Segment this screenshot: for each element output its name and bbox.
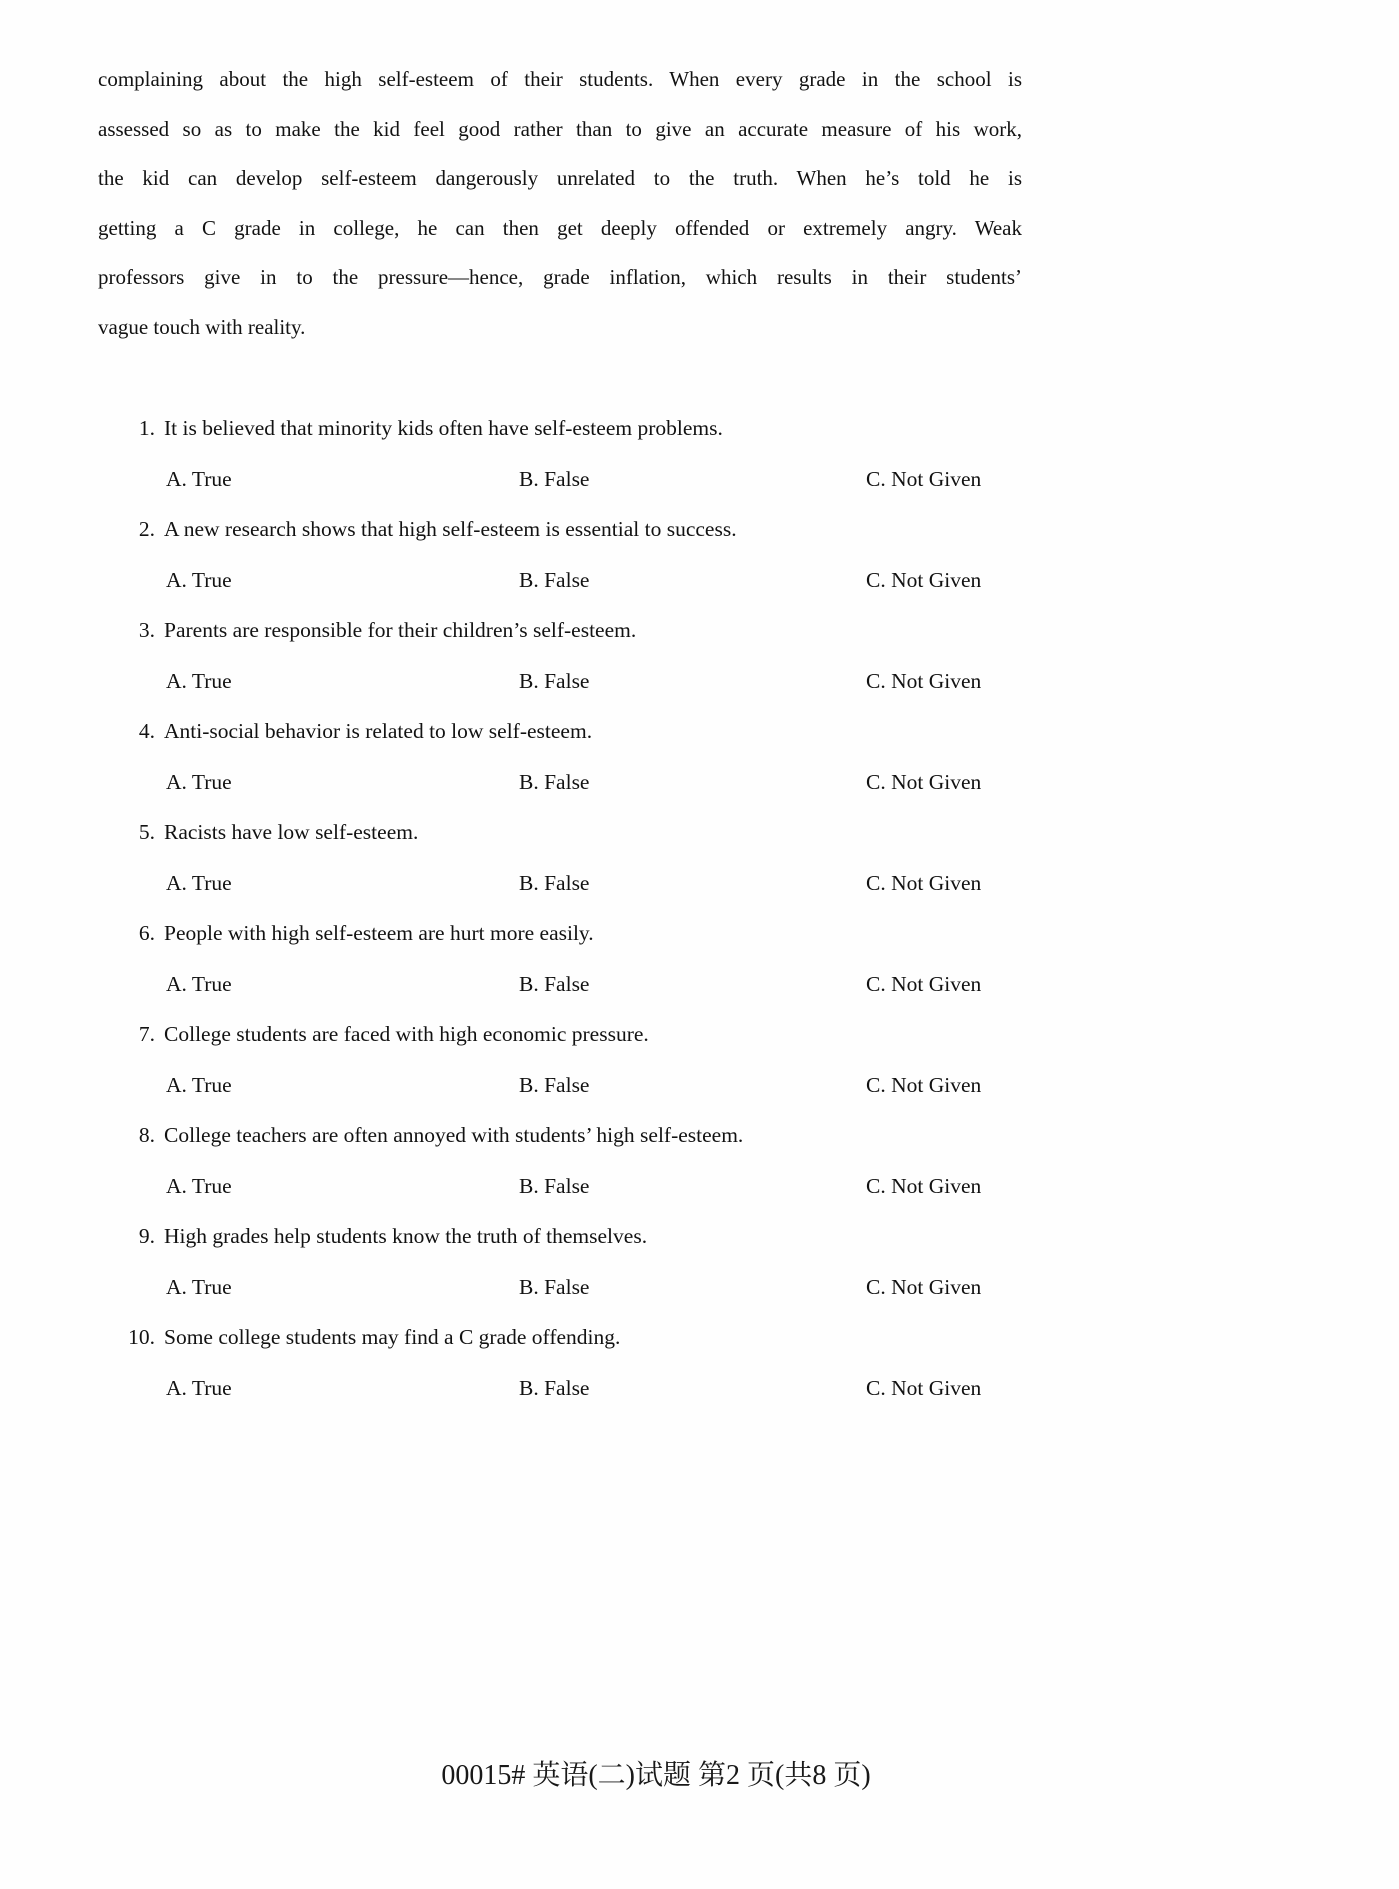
question-number: 10. xyxy=(128,1325,155,1349)
option-c: C. Not Given xyxy=(866,1173,982,1198)
question-number: 2. xyxy=(138,517,155,541)
question-10 xyxy=(98,1312,1030,1413)
question-8 xyxy=(98,1110,1030,1211)
option-b: B. False xyxy=(519,870,590,895)
question-text: College teachers are often annoyed with students’ high self-esteem. xyxy=(164,1123,744,1147)
question-9 xyxy=(98,1211,1030,1312)
passage-line: professors give in to the pressure—hence, grade inflation, which results in their students’ xyxy=(98,265,1022,289)
option-c: C. Not Given xyxy=(866,1375,982,1400)
option-a: A. True xyxy=(166,1072,232,1097)
question-text: Racists have low self-esteem. xyxy=(164,820,419,844)
page-footer: 00015# 英语(二)试题 第2 页(共8 页) xyxy=(441,1760,871,1791)
option-c: C. Not Given xyxy=(866,971,982,996)
option-b: B. False xyxy=(519,567,590,592)
question-6 xyxy=(98,908,1030,1009)
question-number: 4. xyxy=(138,719,155,743)
option-b: B. False xyxy=(519,1173,590,1198)
option-b: B. False xyxy=(519,1072,590,1097)
option-b: B. False xyxy=(519,668,590,693)
question-text: Parents are responsible for their children’s self-esteem. xyxy=(164,618,637,642)
option-b: B. False xyxy=(519,971,590,996)
question-text: People with high self-esteem are hurt more easily. xyxy=(164,921,594,945)
option-b: B. False xyxy=(519,466,590,491)
option-c: C. Not Given xyxy=(866,668,982,693)
question-number: 7. xyxy=(138,1022,155,1046)
option-c: C. Not Given xyxy=(866,769,982,794)
question-text: College students are faced with high economic pressure. xyxy=(164,1022,649,1046)
option-a: A. True xyxy=(166,1375,232,1400)
option-a: A. True xyxy=(166,567,232,592)
option-a: A. True xyxy=(166,1173,232,1198)
question-number: 1. xyxy=(138,416,155,440)
passage-line: assessed so as to make the kid feel good rather than to give an accurate measure of his work, xyxy=(98,116,1022,141)
passage-line: complaining about the high self-esteem of their students. When every grade in the school is xyxy=(98,67,1022,91)
option-a: A. True xyxy=(166,769,232,794)
passage-line: vague touch with reality. xyxy=(98,314,306,339)
passage-line: getting a C grade in college, he can then get deeply offended or extremely angry. Weak xyxy=(98,215,1022,240)
question-7 xyxy=(98,1009,1030,1110)
question-text: A new research shows that high self-esteem is essential to success. xyxy=(164,517,737,541)
question-4 xyxy=(98,706,1030,807)
question-5 xyxy=(98,807,1030,908)
option-b: B. False xyxy=(519,1274,590,1299)
option-a: A. True xyxy=(166,971,232,996)
question-list xyxy=(98,403,1030,1413)
question-2 xyxy=(98,504,1030,605)
option-a: A. True xyxy=(166,466,232,491)
option-a: A. True xyxy=(166,668,232,693)
option-c: C. Not Given xyxy=(866,466,982,491)
option-c: C. Not Given xyxy=(866,567,982,592)
option-a: A. True xyxy=(166,870,232,895)
question-1 xyxy=(98,403,1030,504)
question-number: 5. xyxy=(138,820,155,844)
option-b: B. False xyxy=(519,769,590,794)
question-number: 8. xyxy=(138,1123,155,1147)
question-number: 6. xyxy=(138,921,155,945)
question-number: 9. xyxy=(138,1224,155,1248)
question-text: Some college students may find a C grade offending. xyxy=(164,1325,621,1349)
option-b: B. False xyxy=(519,1375,590,1400)
reading-passage xyxy=(98,55,1022,352)
option-c: C. Not Given xyxy=(866,1274,982,1299)
passage-line: the kid can develop self-esteem dangerously unrelated to the truth. When he’s told he is xyxy=(98,166,1022,190)
question-number: 3. xyxy=(138,618,155,642)
option-c: C. Not Given xyxy=(866,870,982,895)
question-text: It is believed that minority kids often have self-esteem problems. xyxy=(164,416,723,440)
option-a: A. True xyxy=(166,1274,232,1299)
question-text: Anti-social behavior is related to low self-esteem. xyxy=(164,719,593,743)
question-3 xyxy=(98,605,1030,706)
question-text: High grades help students know the truth of themselves. xyxy=(164,1224,648,1248)
option-c: C. Not Given xyxy=(866,1072,982,1097)
